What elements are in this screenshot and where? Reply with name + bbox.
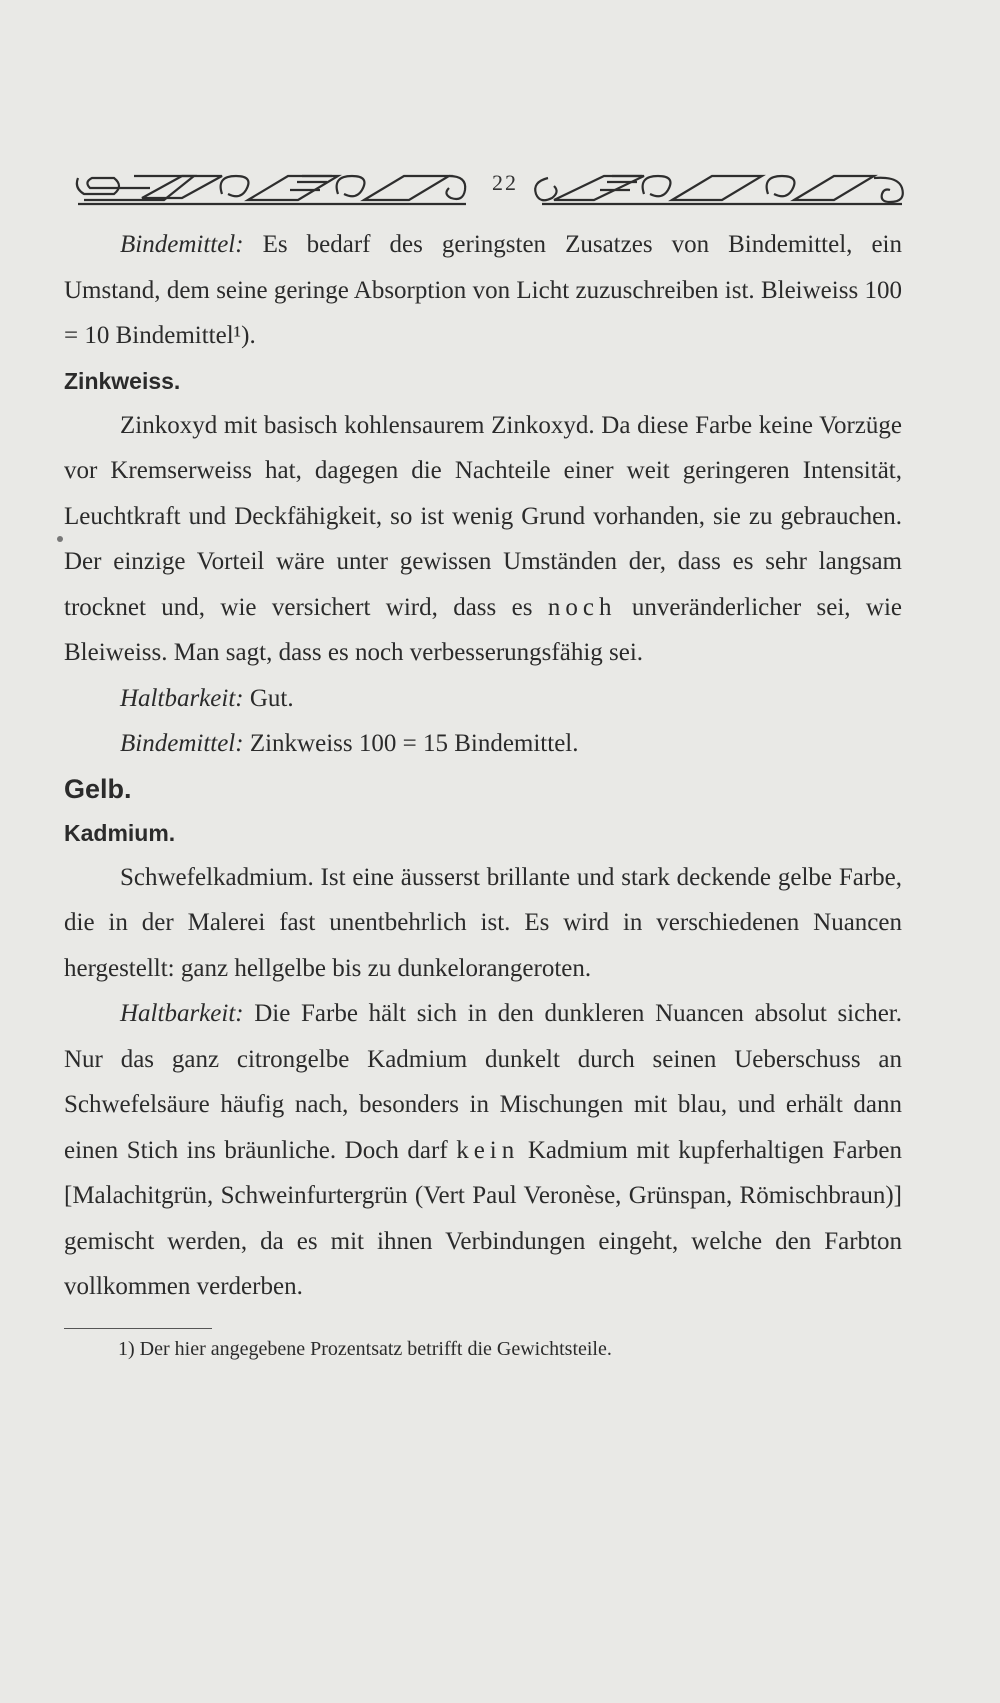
kadmium-text-a: Die Farbe hält sich in den dunkleren Nuancen absolut sicher. Nur das ganz citrongelbe Kadmium dunkelt durch seinen Ueberschuss an Schwefelsäure häufig nach, besonders in Mischungen mit blau, und erhält dann einen Stich ins bräunliche. Doch darf — [64, 1000, 903, 1164]
heading-kadmium: Kadmium. — [64, 819, 176, 846]
page-body — [64, 222, 902, 1369]
zinkweiss-spaced-word: noch — [547, 593, 617, 621]
kadmium-paragraph-2 — [64, 991, 902, 1310]
page-header — [72, 160, 912, 216]
footnote: 1) Der hier angegebene Prozentsatz betrifft die Gewichtsteile. — [118, 1337, 612, 1360]
kadmium-text-b: Kadmium mit kupferhaltigen Farben [Malachitgrün, Schweinfurtergrün (Vert Paul Veronèse, Grünspan, Römischbraun)] gemischt werden, da es mit ihnen Verbindungen eingeht, welche den Farbton vollkommen verderben. — [64, 1136, 903, 1300]
margin-mark — [57, 536, 63, 542]
zinkweiss-text-b: unveränderlicher sei, wie Bleiweiss. Man sagt, dass es noch verbesserungsfähig sei. — [64, 593, 903, 666]
kadmium-haltbarkeit-label: Haltbarkeit: — [120, 1000, 244, 1027]
zinkweiss-text-a: Zinkoxyd mit basisch kohlensaurem Zinkoxyd. Da diese Farbe keine Vorzüge vor Kremserweiss hat, dagegen die Nachteile einer weit geringeren Intensität, Leuchtkraft und Deckfähigkeit, so ist wenig Grund vorhanden, sie zu gebrauchen. Der einzige Vorteil wäre unter gewissen Umständen der, dass es sehr langsam trocknet und, wie versichert wird, dass es — [64, 411, 902, 621]
kadmium-spaced-word: kein — [456, 1136, 520, 1164]
haltbarkeit-label: Haltbarkeit: — [120, 684, 244, 712]
bindemittel-paragraph — [64, 222, 902, 359]
bindemittel-text: Es bedarf des geringsten Zusatzes von Bindemittel, ein Umstand, dem seine geringe Absorption von Licht zuzuschreiben ist. Bleiweiss 100 = 10 Bindemittel¹). — [64, 231, 903, 349]
left-ornament-icon — [72, 164, 472, 210]
bindemittel-label: Bindemittel: — [120, 231, 244, 258]
heading-zinkweiss: Zinkweiss. — [64, 367, 181, 394]
haltbarkeit-value: Gut. — [249, 684, 294, 712]
zinkweiss-haltbarkeit — [64, 676, 902, 722]
right-ornament-icon — [532, 164, 912, 210]
page-number: 22 — [492, 170, 518, 195]
bindemittel-label-2: Bindemittel: — [120, 730, 244, 757]
bindemittel-value: Zinkweiss 100 = 15 Bindemittel. — [249, 730, 579, 757]
zinkweiss-bindemittel — [64, 721, 902, 767]
heading-gelb: Gelb. — [64, 773, 132, 804]
zinkweiss-paragraph — [64, 403, 902, 676]
kadmium-paragraph-1: Schwefelkadmium. Ist eine äusserst brillante und stark deckende gelbe Farbe, die in der Malerei fast unentbehrlich ist. Es wird in verschiedenen Nuancen hergestellt: ganz hellgelbe bis zu dunkelorangeroten. — [64, 863, 902, 982]
